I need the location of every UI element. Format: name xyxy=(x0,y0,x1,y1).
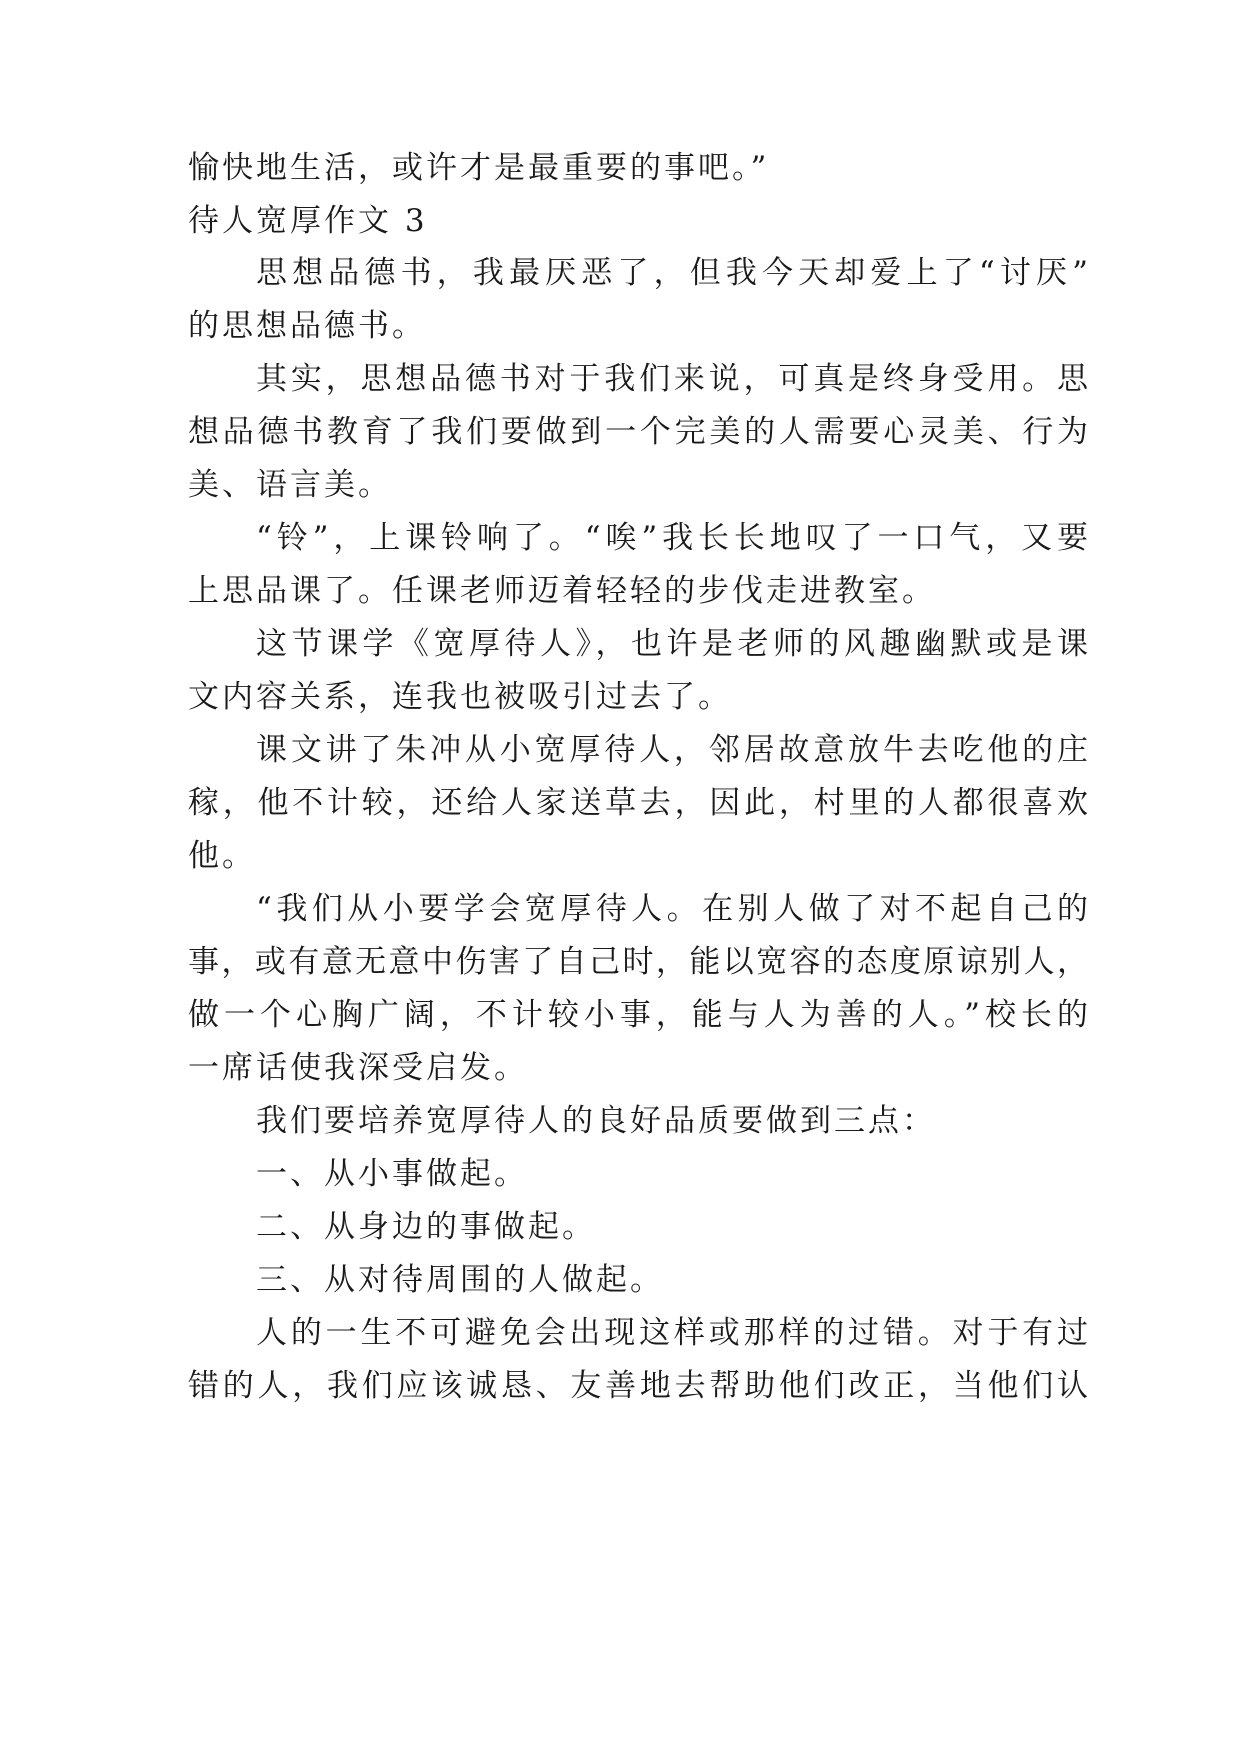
text-line: 愉快地生活，或许才是最重要的事吧。” xyxy=(188,150,770,186)
text-line: “我们从小要学会宽厚待人。在别人做了对不起自己的 xyxy=(256,891,1088,927)
text-line: 一席话使我深受启发。 xyxy=(188,1050,528,1086)
section-title: 待人宽厚作文 3 xyxy=(188,203,428,239)
text-line: 的思想品德书。 xyxy=(188,308,426,344)
text-line: 他。 xyxy=(188,838,256,874)
text-line: 我们要培养宽厚待人的良好品质要做到三点： xyxy=(256,1103,936,1139)
text-line: 课文讲了朱冲从小宽厚待人，邻居故意放牛去吃他的庄 xyxy=(256,732,1088,768)
text-line: 错的人，我们应该诚恳、友善地去帮助他们改正，当他们认 xyxy=(188,1368,1088,1404)
list-item: 二、从身边的事做起。 xyxy=(256,1209,596,1245)
text-line: 其实，思想品德书对于我们来说，可真是终身受用。思 xyxy=(256,361,1088,397)
text-line: 文内容关系，连我也被吸引过去了。 xyxy=(188,679,732,715)
text-line: 思想品德书，我最厌恶了，但我今天却爱上了“讨厌” xyxy=(256,255,1088,291)
text-line: 上思品课了。任课老师迈着轻轻的步伐走进教室。 xyxy=(188,573,936,609)
list-item: 三、从对待周围的人做起。 xyxy=(256,1262,664,1298)
text-line: 人的一生不可避免会出现这样或那样的过错。对于有过 xyxy=(256,1315,1088,1351)
text-line: “铃”，上课铃响了。“唉”我长长地叹了一口气，又要 xyxy=(256,520,1088,556)
text-line: 美、语言美。 xyxy=(188,467,392,503)
text-line: 想品德书教育了我们要做到一个完美的人需要心灵美、行为 xyxy=(188,414,1088,450)
text-line: 事，或有意无意中伤害了自己时，能以宽容的态度原谅别人， xyxy=(188,944,1088,980)
text-line: 稼，他不计较，还给人家送草去，因此，村里的人都很喜欢 xyxy=(188,785,1088,821)
text-line: 做一个心胸广阔，不计较小事，能与人为善的人。”校长的 xyxy=(188,997,1088,1033)
text-line: 这节课学《宽厚待人》，也许是老师的风趣幽默或是课 xyxy=(256,626,1088,662)
list-item: 一、从小事做起。 xyxy=(256,1156,528,1192)
